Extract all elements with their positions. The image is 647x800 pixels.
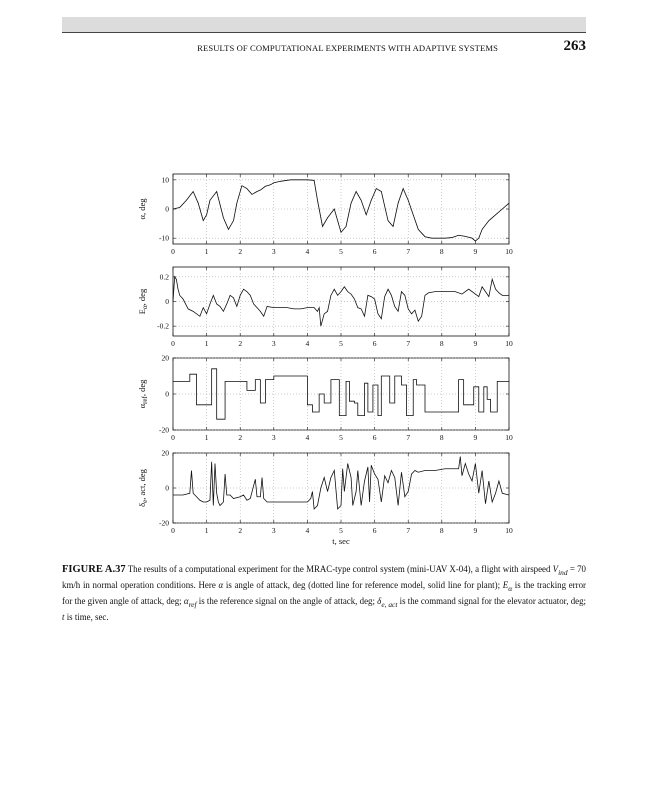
caption-de: δ [377, 596, 382, 607]
x-tick-label: 10 [505, 526, 513, 535]
x-tick-label: 6 [372, 433, 377, 442]
x-tick-label: 5 [339, 247, 343, 256]
caption-de-sub: e, act [381, 599, 398, 609]
caption-ea-sub: α [508, 583, 513, 593]
y-tick-label: -10 [159, 233, 169, 243]
caption-text-1: The results of a computational experiment for the MRAC-type control system (mini-UAV X-04), a flight with airspeed [125, 564, 553, 574]
caption-aref: α [183, 596, 189, 607]
x-tick-label: 0 [171, 526, 175, 535]
caption-aref-sub: ref [188, 599, 197, 609]
x-tick-label: 0 [171, 247, 175, 256]
x-tick-label: 3 [271, 247, 276, 256]
series-line-4-1 [173, 457, 509, 510]
x-tick-label: 2 [238, 339, 243, 348]
caption-text-2: = 70 km/h in normal operation conditions. Here [62, 564, 586, 591]
caption-text-5: is the reference signal on the angle of attack, deg; [196, 596, 378, 607]
x-tick-label: 10 [505, 433, 513, 442]
x-tick-label: 4 [305, 339, 310, 348]
figure-label: FIGURE A.37 [62, 564, 126, 575]
y-tick-label: 10 [161, 175, 169, 185]
x-tick-label: 0 [171, 433, 175, 442]
x-axis-label: t, sec [332, 536, 350, 546]
y-tick-label: -0.2 [157, 321, 169, 331]
x-tick-label: 4 [305, 433, 310, 442]
x-tick-label: 9 [473, 526, 478, 535]
y-tick-label: -20 [159, 425, 169, 435]
caption-text-4: is the tracking error for the given angle of attack, deg; [62, 580, 586, 607]
x-tick-label: 1 [204, 247, 209, 256]
x-tick-label: 9 [473, 339, 478, 348]
x-tick-label: 1 [204, 433, 209, 442]
y-axis-label: $E_\alpha$, deg [137, 288, 149, 315]
y-tick-label: 0 [165, 389, 169, 399]
y-axis-label: α, deg [137, 198, 147, 220]
caption-ea: E [502, 580, 509, 591]
running-head: RESULTS OF COMPUTATIONAL EXPERIMENTS WITH ADAPTIVE SYSTEMS [197, 43, 498, 53]
y-axis-label: $\delta_e$, act, deg [137, 469, 149, 507]
y-tick-label: 0 [165, 204, 169, 214]
x-tick-label: 1 [204, 339, 209, 348]
x-tick-label: 3 [271, 433, 276, 442]
figure-caption [62, 563, 586, 624]
x-tick-label: 5 [339, 433, 343, 442]
x-tick-label: 3 [271, 339, 276, 348]
x-tick-label: 9 [473, 433, 478, 442]
caption-t: t [62, 612, 65, 623]
x-tick-label: 10 [505, 247, 513, 256]
y-tick-label: 0.2 [159, 272, 169, 282]
y-tick-label: 20 [161, 353, 169, 363]
caption-text-7: is time, sec. [64, 612, 109, 623]
caption-alpha: α [218, 580, 224, 591]
x-tick-label: 4 [305, 247, 310, 256]
y-tick-label: 20 [161, 448, 169, 458]
x-tick-label: 7 [406, 433, 411, 442]
y-tick-label: 0 [165, 483, 169, 493]
x-tick-label: 5 [339, 526, 343, 535]
x-tick-label: 4 [305, 526, 310, 535]
x-tick-label: 6 [372, 526, 377, 535]
x-tick-label: 0 [171, 339, 175, 348]
page-number: 263 [563, 38, 586, 54]
x-tick-label: 8 [439, 433, 444, 442]
x-tick-label: 6 [372, 339, 377, 348]
y-axis-label: $\alpha_{ref}$, deg [137, 379, 149, 409]
x-tick-label: 5 [339, 339, 343, 348]
x-tick-label: 8 [439, 339, 444, 348]
caption-vind-sub: ind [558, 567, 568, 577]
x-tick-label: 2 [238, 433, 243, 442]
x-tick-label: 7 [406, 526, 411, 535]
x-tick-label: 1 [204, 526, 209, 535]
x-tick-label: 8 [439, 247, 444, 256]
x-tick-label: 10 [505, 339, 513, 348]
x-tick-label: 2 [238, 247, 243, 256]
x-tick-label: 6 [372, 247, 377, 256]
caption-text-6: is the command signal for the elevator actuator, deg; [397, 596, 586, 607]
x-tick-label: 8 [439, 526, 444, 535]
x-tick-label: 3 [271, 526, 276, 535]
x-tick-label: 2 [238, 526, 243, 535]
y-tick-label: 0 [165, 297, 169, 306]
caption-text-3: is angle of attack, deg (dotted line for reference model, solid line for plant); [223, 580, 503, 591]
x-tick-label: 9 [473, 247, 478, 256]
x-tick-label: 7 [406, 247, 411, 256]
x-tick-label: 7 [406, 339, 411, 348]
y-tick-label: -20 [159, 518, 169, 528]
caption-vind: V [552, 564, 559, 574]
